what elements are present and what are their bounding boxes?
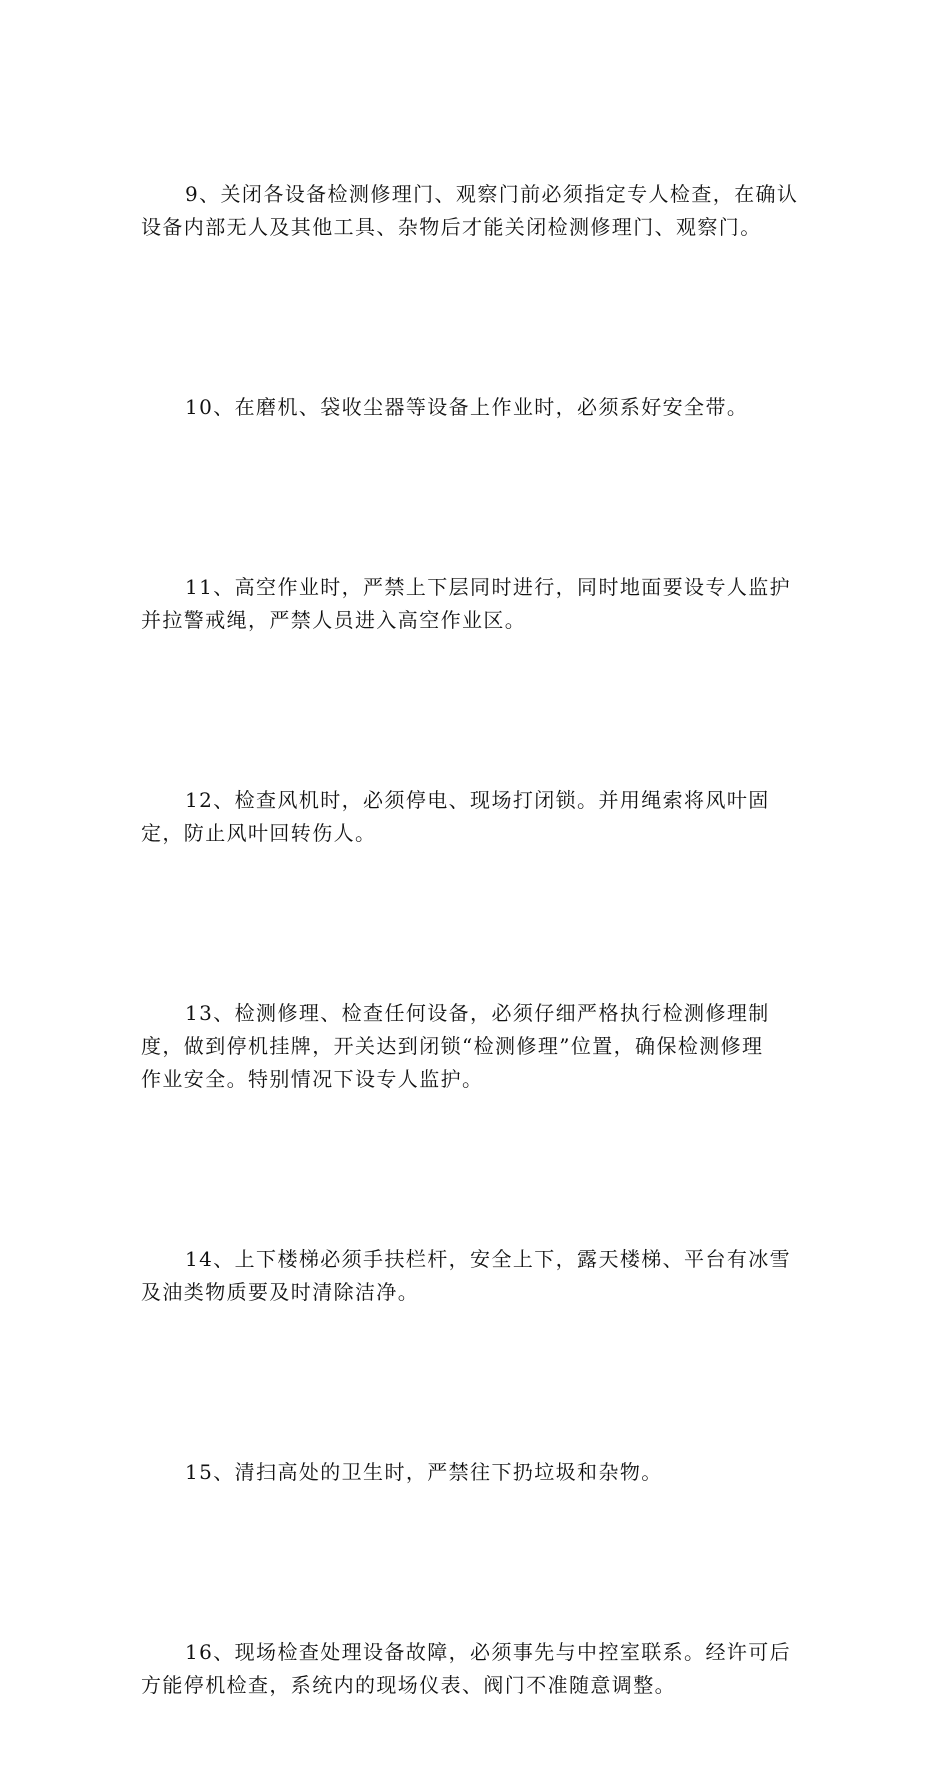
paragraph-item-9 [141,112,801,310]
document-body [141,112,801,1783]
paragraph-line: 设备内部无人及其他工具、杂物后才能关闭检测修理门、观察门。 [141,215,762,239]
paragraph-line: 度，做到停机挂牌，开关达到闭锁“检测修理”位置，确保检测修理 [141,1034,764,1058]
paragraph-line: 9、关闭各设备检测修理门、观察门前必须指定专人检查，在确认 [185,182,799,206]
paragraph-line: 11、高空作业时，严禁上下层同时进行，同时地面要设专人监护 [185,575,792,599]
paragraph-item-13 [141,931,801,1162]
paragraph-line: 定，防止风叶回转伤人。 [141,821,377,845]
paragraph-line: 方能停机检查，系统内的现场仪表、阀门不准随意调整。 [141,1673,676,1697]
paragraph-line: 12、检查风机时，必须停电、现场打闭锁。并用绳索将风叶固 [185,788,770,812]
paragraph-line: 并拉警戒绳，严禁人员进入高空作业区。 [141,608,527,632]
paragraph-item-15 [141,1390,801,1555]
paragraph-item-10 [141,325,801,490]
paragraph-item-11 [141,505,801,703]
paragraph-line: 14、上下楼梯必须手扶栏杆，安全上下，露天楼梯、平台有冰雪 [185,1247,792,1271]
paragraph-item-16 [141,1570,801,1768]
paragraph-line: 及油类物质要及时清除洁净。 [141,1280,420,1304]
paragraph-item-12 [141,718,801,916]
paragraph-line: 16、现场检查处理设备故障，必须事先与中控室联系。经许可后 [185,1640,792,1664]
paragraph-line: 10、在磨机、袋收尘器等设备上作业时，必须系好安全带。 [185,395,749,419]
paragraph-line: 15、清扫高处的卫生时，严禁往下扔垃圾和杂物。 [185,1460,663,1484]
paragraph-line: 作业安全。特别情况下设专人监护。 [141,1067,484,1091]
paragraph-item-14 [141,1177,801,1375]
paragraph-line: 13、检测修理、检查任何设备，必须仔细严格执行检测修理制 [185,1001,770,1025]
